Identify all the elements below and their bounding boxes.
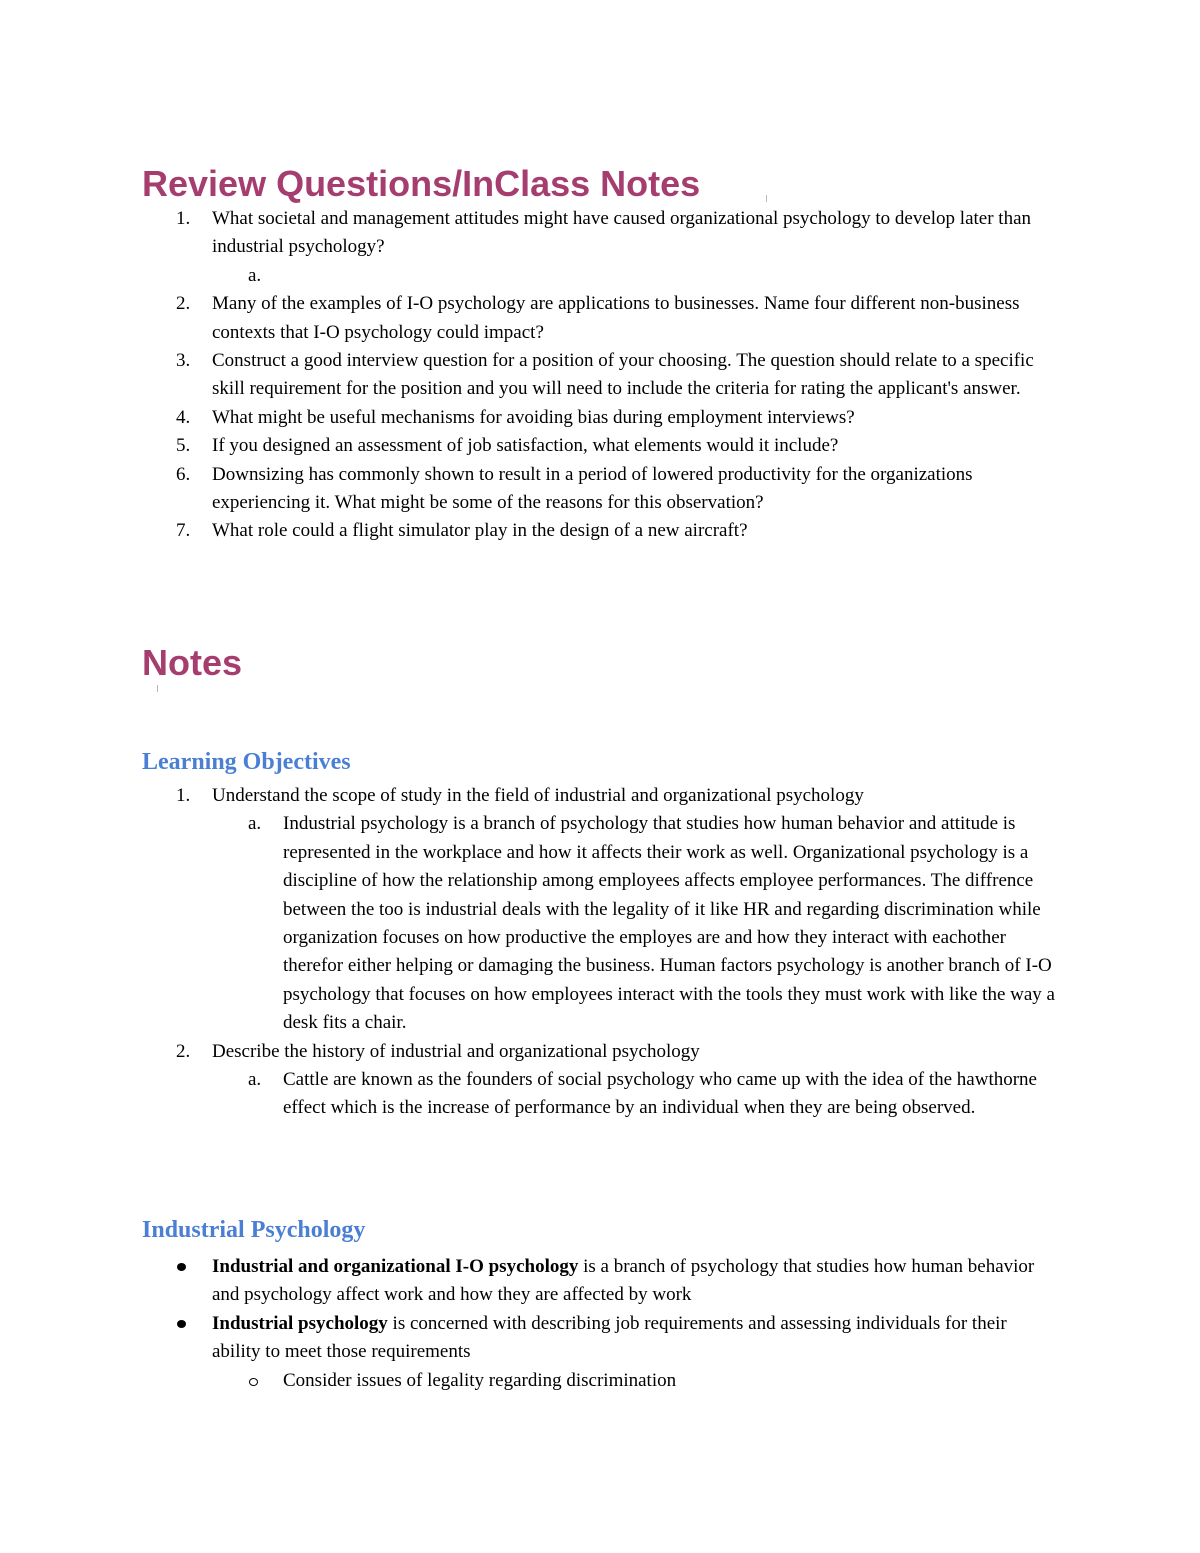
list-letter: a. [248,1069,262,1091]
question-text: Construct a good interview question for a position of your choosing. The question should relate to a specific skill requirement for the position and you will need to include the criteria for rating the applicant's answer. [212,350,1034,400]
list-number: 2. [176,293,191,315]
sub-bullet-text: Consider issues of legality regarding discrimination [283,1369,677,1391]
list-item [0,1310,1060,1367]
list-letter: a. [248,813,262,835]
question-text: Many of the examples of I-O psychology are applications to businesses. Name four different non-business contexts that I-O psychology could impact? [212,293,1020,343]
term-definition: is concerned with describing job requirements and assessing individuals for their ability to meet those requirements [212,1312,1007,1363]
review-questions-list [0,205,1200,546]
term-bold: Industrial and organizational I-O psychology [212,1256,579,1277]
list-number: 4. [176,406,191,428]
list-number: 1. [176,208,191,229]
list-number: 6. [176,463,191,485]
cursor-marker [157,685,158,692]
bullet-icon [177,1263,186,1271]
review-questions-heading: Review Questions/InClass Notes [142,163,701,204]
objective-note: Cattle are known as the founders of social psychology who came up with the idea of the hawthorne effect which is the increase of performance by an individual when they are being observed. [283,1069,1037,1119]
notes-heading: Notes [142,642,243,683]
question-text: What societal and management attitudes might have caused organizational psychology to develop later than industrial psychology? [212,208,1032,258]
list-item [0,461,1060,518]
list-item [0,262,1060,290]
list-item [0,782,1060,810]
list-item [0,1066,1060,1123]
bullet-icon [177,1320,186,1328]
industrial-psychology-list [0,1253,1200,1395]
learning-objectives-list [0,782,1200,1123]
objective-text: Understand the scope of study in the field of industrial and organizational psychology [212,785,864,806]
list-item [0,205,1060,262]
industrial-psychology-heading: Industrial Psychology [142,1217,366,1243]
question-text: Downsizing has commonly shown to result in a period of lowered productivity for the organizations experiencing it. What might be some of the reasons for this observation? [212,463,973,514]
question-text: What role could a flight simulator play in the design of a new aircraft? [212,520,748,542]
list-item [0,290,1060,347]
question-text: If you designed an assessment of job satisfaction, what elements would it include? [212,435,839,457]
list-item [0,1253,1060,1310]
list-item [0,517,1060,545]
list-number: 2. [176,1040,191,1062]
list-number: 5. [176,435,191,457]
list-number: 7. [176,520,191,542]
list-item [0,347,1060,404]
list-letter: a. [248,264,262,286]
list-item [0,1367,1060,1395]
hollow-bullet-icon [249,1378,258,1386]
list-item [0,1038,1060,1066]
list-item [0,404,1060,432]
objective-text: Describe the history of industrial and organizational psychology [212,1040,700,1062]
list-number: 3. [176,350,191,372]
question-text: What might be useful mechanisms for avoiding bias during employment interviews? [212,406,855,428]
list-item [0,810,1060,1037]
list-number: 1. [176,785,191,806]
term-definition: is a branch of psychology that studies how human behavior and psychology affect work and how they are affected by work [212,1256,1035,1306]
objective-note: Industrial psychology is a branch of psychology that studies how human behavior and attitude is represented in the workplace and how it affects their work as well. Organizational psychology is a discipline of how the relationship among employees affects employee performances. The diffrence between the too is industrial deals with the legality of it like HR and regarding discrimination while organization focuses on how productive the employes are and how they interact with eachother therefor either helping or damaging the business. Human factors psychology is another branch of I-O psychology that focuses on how employees interact with the tools they must work with like the way a desk fits a chair. [283,813,1055,1034]
cursor-marker [766,195,767,202]
learning-objectives-heading: Learning Objectives [142,749,351,775]
list-item [0,432,1060,460]
term-bold: Industrial psychology [212,1312,388,1334]
